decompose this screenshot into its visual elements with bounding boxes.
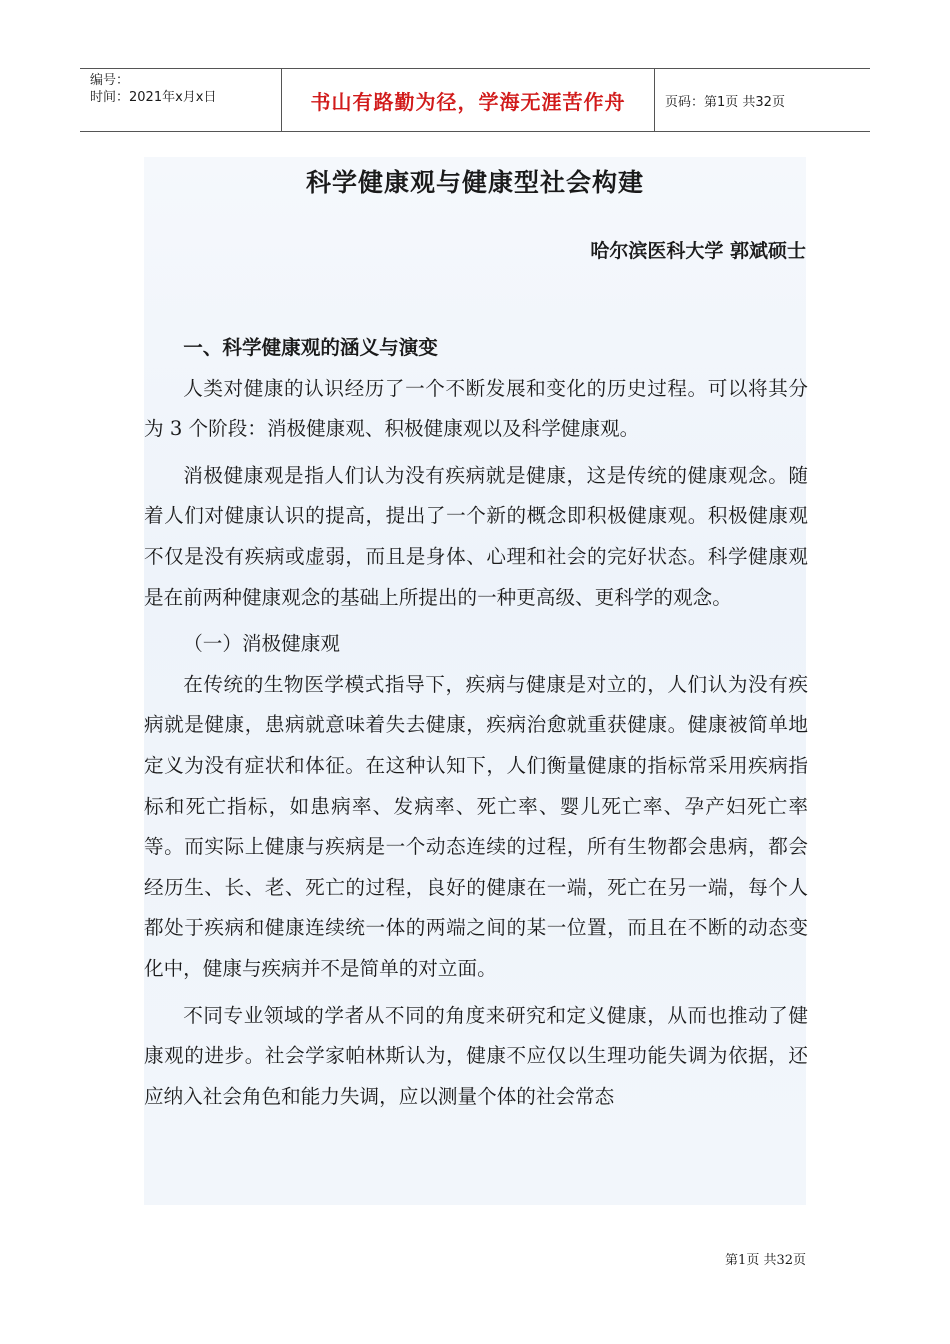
document-body xyxy=(144,328,808,1117)
paragraph-1: 人类对健康的认识经历了一个不断发展和变化的历史过程。可以将其分为 3 个阶段：消极健康观、积极健康观以及科学健康观。 xyxy=(144,376,808,441)
number-label: 编号： xyxy=(90,73,130,88)
page-footer: 第1页 共32页 xyxy=(725,1253,806,1268)
header-motto: 书山有路勤为径，学海无涯苦作舟 xyxy=(282,69,655,131)
header-page-info: 页码：第1页 共32页 xyxy=(665,94,785,110)
document-author: 哈尔滨医科大学 郭斌硕士 xyxy=(590,240,806,262)
header-meta xyxy=(80,69,282,131)
page-header xyxy=(80,68,870,132)
paragraph-4: 不同专业领域的学者从不同的角度来研究和定义健康，从而也推动了健康观的进步。社会学家帕林斯认为，健康不应仅以生理功能失调为依据，还应纳入社会角色和能力失调，应以测量个体的社会常态 xyxy=(144,1003,808,1108)
paragraph-2: 消极健康观是指人们认为没有疾病就是健康，这是传统的健康观念。随着人们对健康认识的提高，提出了一个新的概念即积极健康观。积极健康观不仅是没有疾病或虚弱，而且是身体、心理和社会的完好状态。科学健康观是在前两种健康观念的基础上所提出的一种更高级、更科学的观念。 xyxy=(144,463,808,609)
subheading: （一）消极健康观 xyxy=(183,632,340,656)
document-title: 科学健康观与健康型社会构建 xyxy=(305,168,644,197)
paragraph-3: 在传统的生物医学模式指导下，疾病与健康是对立的，人们认为没有疾病就是健康，患病就意味着失去健康，疾病治愈就重获健康。健康被简单地定义为没有症状和体征。在这种认知下，人们衡量健康的指标常采用疾病指标和死亡指标，如患病率、发病率、死亡率、婴儿死亡率、孕产妇死亡率等。而实际上健康与疾病是一个动态连续的过程，所有生物都会患病，都会经历生、长、老、死亡的过程，良好的健康在一端，死亡在另一端，每个人都处于疾病和健康连续统一体的两端之间的某一位置，而且在不断的动态变化中，健康与疾病并不是简单的对立面。 xyxy=(144,672,808,980)
time-label: 时间：2021年x月x日 xyxy=(90,90,217,105)
section-heading: 一、科学健康观的涵义与演变 xyxy=(183,336,438,359)
